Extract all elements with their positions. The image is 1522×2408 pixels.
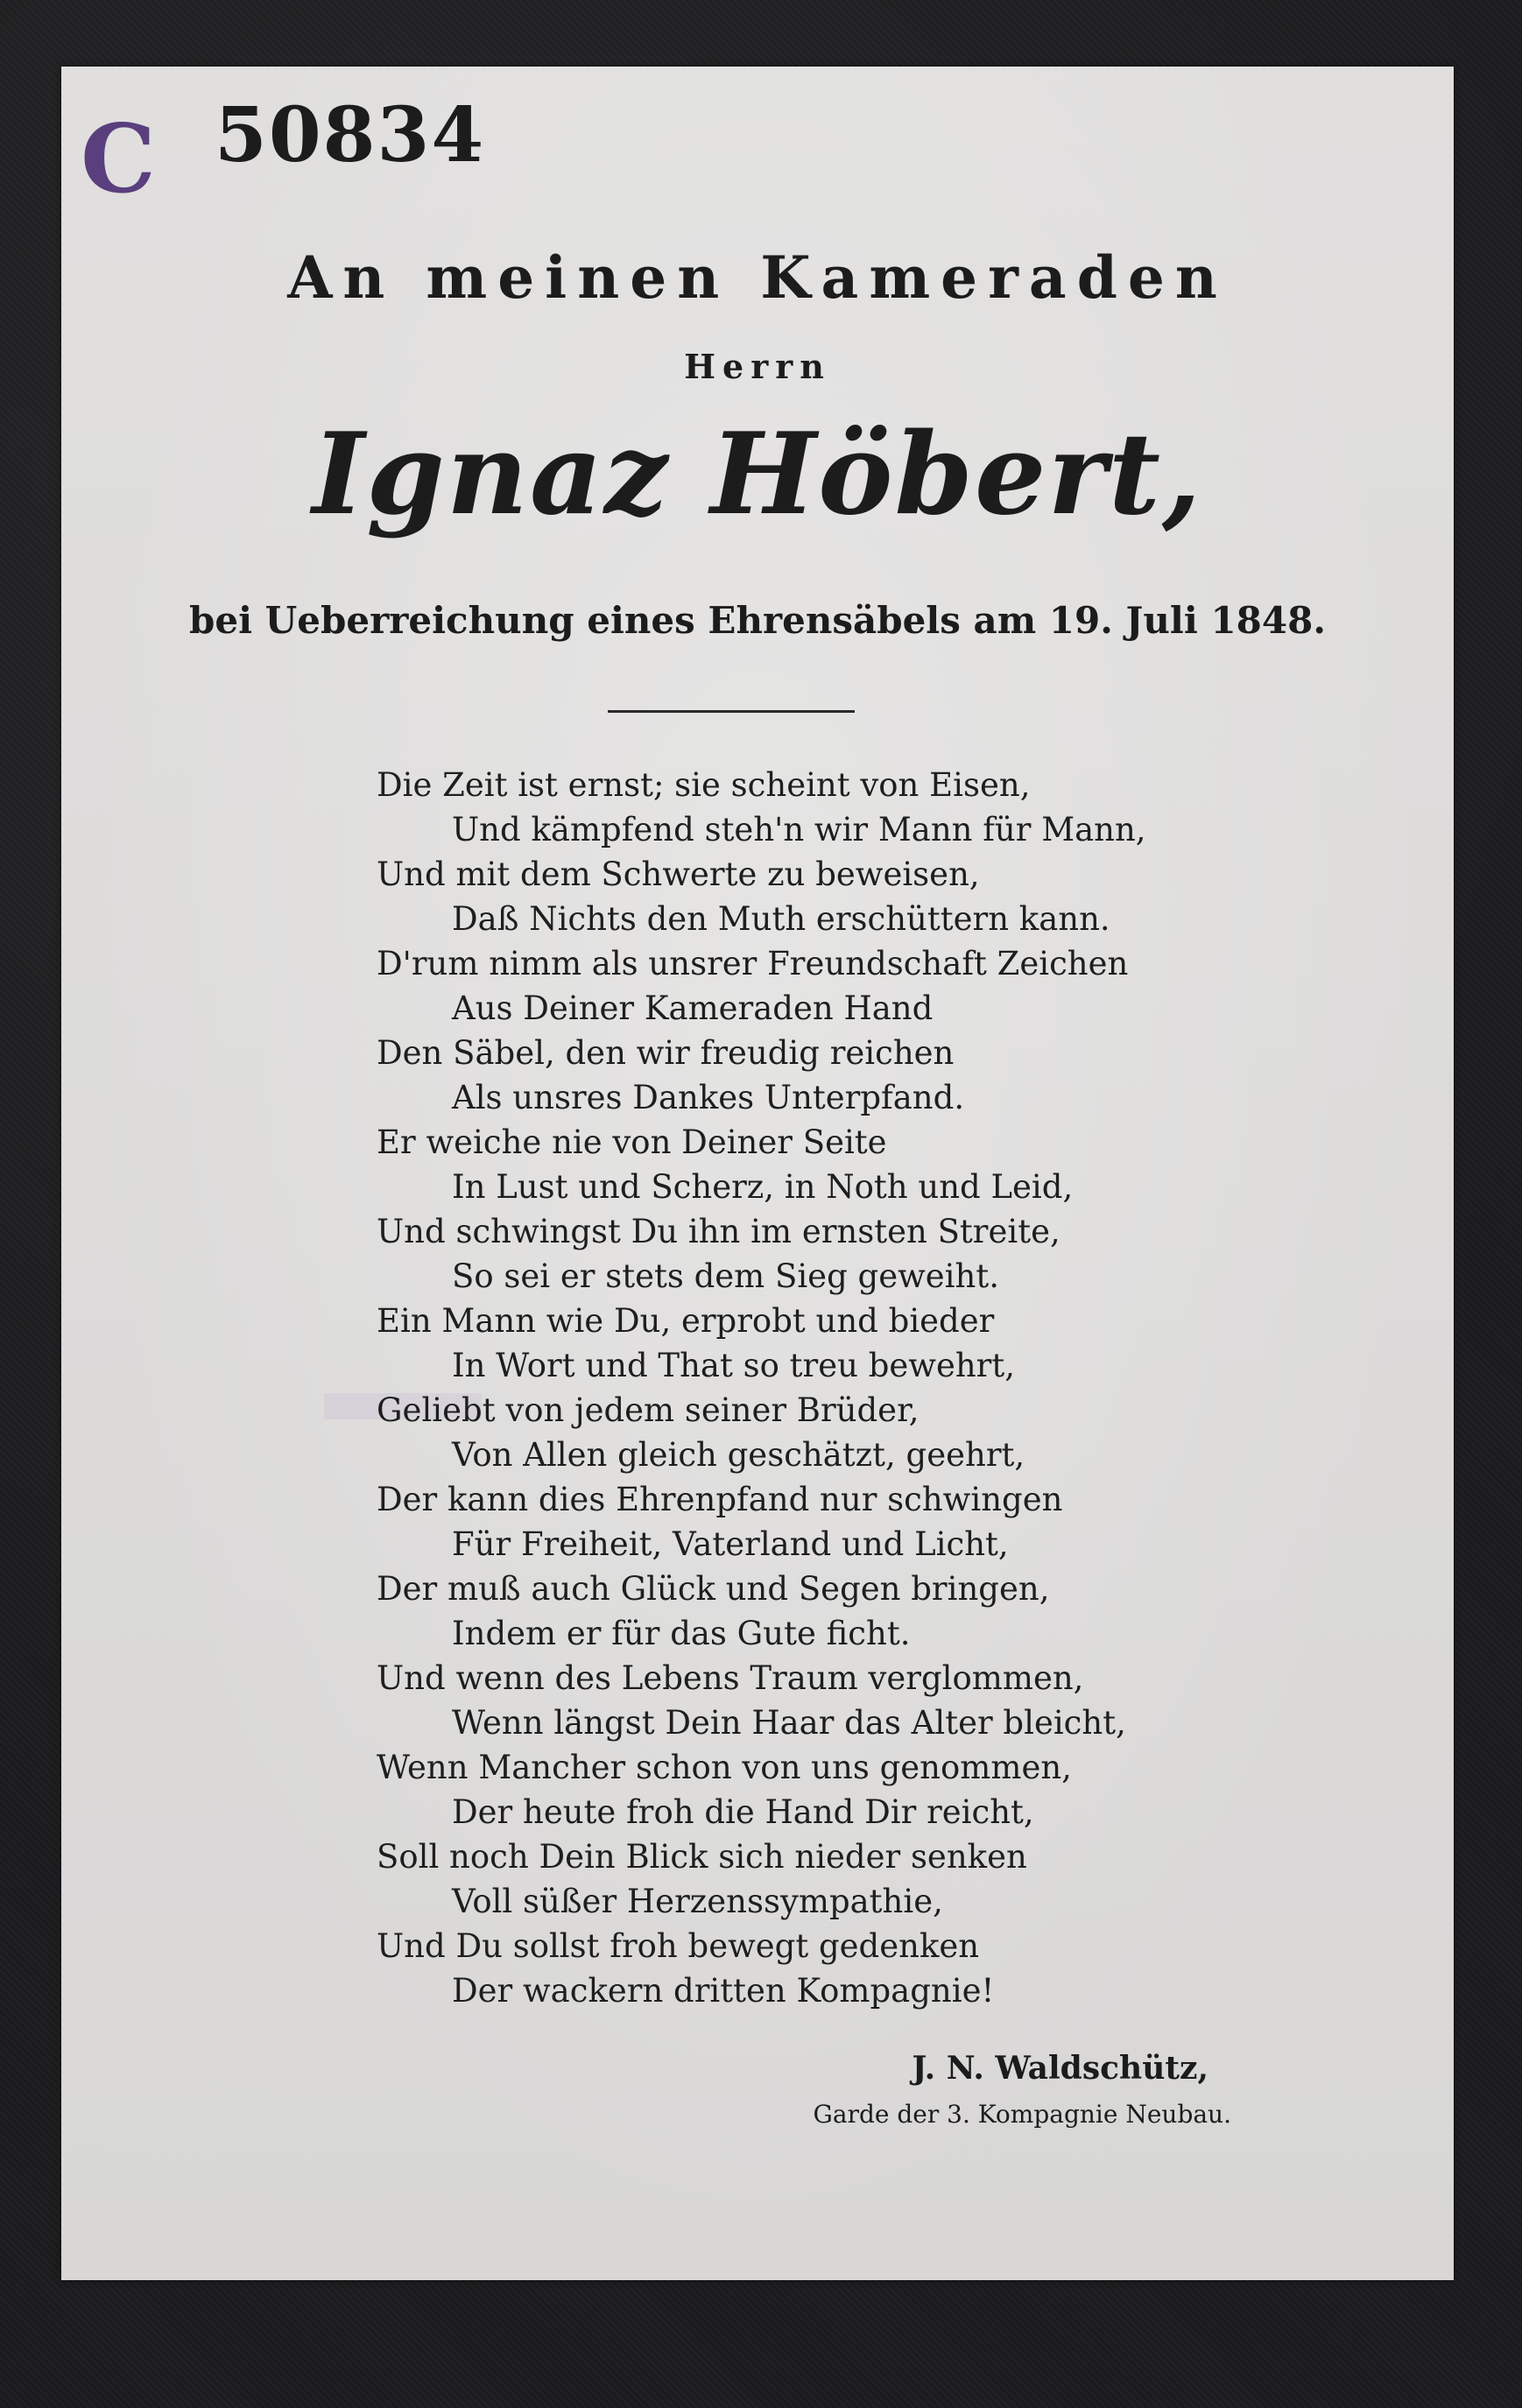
poem-line: Den Säbel, den wir freudig reichen <box>377 1034 955 1072</box>
collection-stamp-letter: C <box>81 104 156 215</box>
heading-salutation: Herrn <box>684 347 831 386</box>
document-sheet <box>61 67 1454 2280</box>
signature-role: Garde der 3. Kompagnie Neubau. <box>813 2100 1231 2129</box>
poem-line: Der heute froh die Hand Dir reicht, <box>452 1793 1034 1831</box>
inventory-number: 50834 <box>215 91 486 180</box>
poem-line: Und schwingst Du ihn im ernsten Streite, <box>377 1213 1060 1250</box>
poem-line: Daß Nichts den Muth erschüttern kann. <box>452 900 1110 938</box>
heading-dedication: An meinen Kameraden <box>287 243 1228 312</box>
poem-line: Der muß auch Glück und Segen bringen, <box>377 1570 1050 1608</box>
poem-line: Aus Deiner Kameraden Hand <box>452 989 934 1027</box>
poem-line: Ein Mann wie Du, erprobt und bieder <box>377 1302 995 1340</box>
poem-line: Und wenn des Lebens Traum verglommen, <box>377 1659 1084 1697</box>
poem-line: Voll süßer Herzenssympathie, <box>452 1883 943 1920</box>
poem-line: In Lust und Scherz, in Noth und Leid, <box>452 1168 1074 1206</box>
poem-line: Wenn Mancher schon von uns genommen, <box>377 1749 1072 1786</box>
poem-line: Geliebt von jedem seiner Brüder, <box>377 1391 920 1429</box>
poem-line: D'rum nimm als unsrer Freundschaft Zeichen <box>377 945 1129 982</box>
poem-body <box>377 763 1252 2013</box>
heading-recipient-name: Ignaz Höbert, <box>312 409 1203 540</box>
poem-line: Indem er für das Gute ficht. <box>452 1615 911 1652</box>
heading-occasion: bei Ueberreichung eines Ehrensäbels am 19. Juli 1848. <box>189 599 1326 642</box>
poem-line: Wenn längst Dein Haar das Alter bleicht, <box>452 1704 1126 1742</box>
divider-rule <box>608 710 855 713</box>
poem-line: Soll noch Dein Blick sich nieder senken <box>377 1838 1027 1876</box>
poem-line: Und kämpfend steh'n wir Mann für Mann, <box>452 811 1146 848</box>
poem-line: Er weiche nie von Deiner Seite <box>377 1123 887 1161</box>
signature-name: J. N. Waldschütz, <box>912 2050 1208 2087</box>
poem-line: Die Zeit ist ernst; sie scheint von Eisen, <box>377 766 1031 804</box>
poem-line: Und Du sollst froh bewegt gedenken <box>377 1927 980 1965</box>
poem-line: Der wackern dritten Kompagnie! <box>452 1972 995 2010</box>
poem-line: Als unsres Dankes Unterpfand. <box>452 1079 965 1116</box>
poem-line: Für Freiheit, Vaterland und Licht, <box>452 1525 1009 1563</box>
poem-line: So sei er stets dem Sieg geweiht. <box>452 1257 999 1295</box>
poem-line: Und mit dem Schwerte zu beweisen, <box>377 855 980 893</box>
poem-line: In Wort und That so treu bewehrt, <box>452 1347 1015 1384</box>
poem-line: Der kann dies Ehrenpfand nur schwingen <box>377 1481 1063 1518</box>
poem-line: Von Allen gleich geschätzt, geehrt, <box>452 1436 1025 1474</box>
